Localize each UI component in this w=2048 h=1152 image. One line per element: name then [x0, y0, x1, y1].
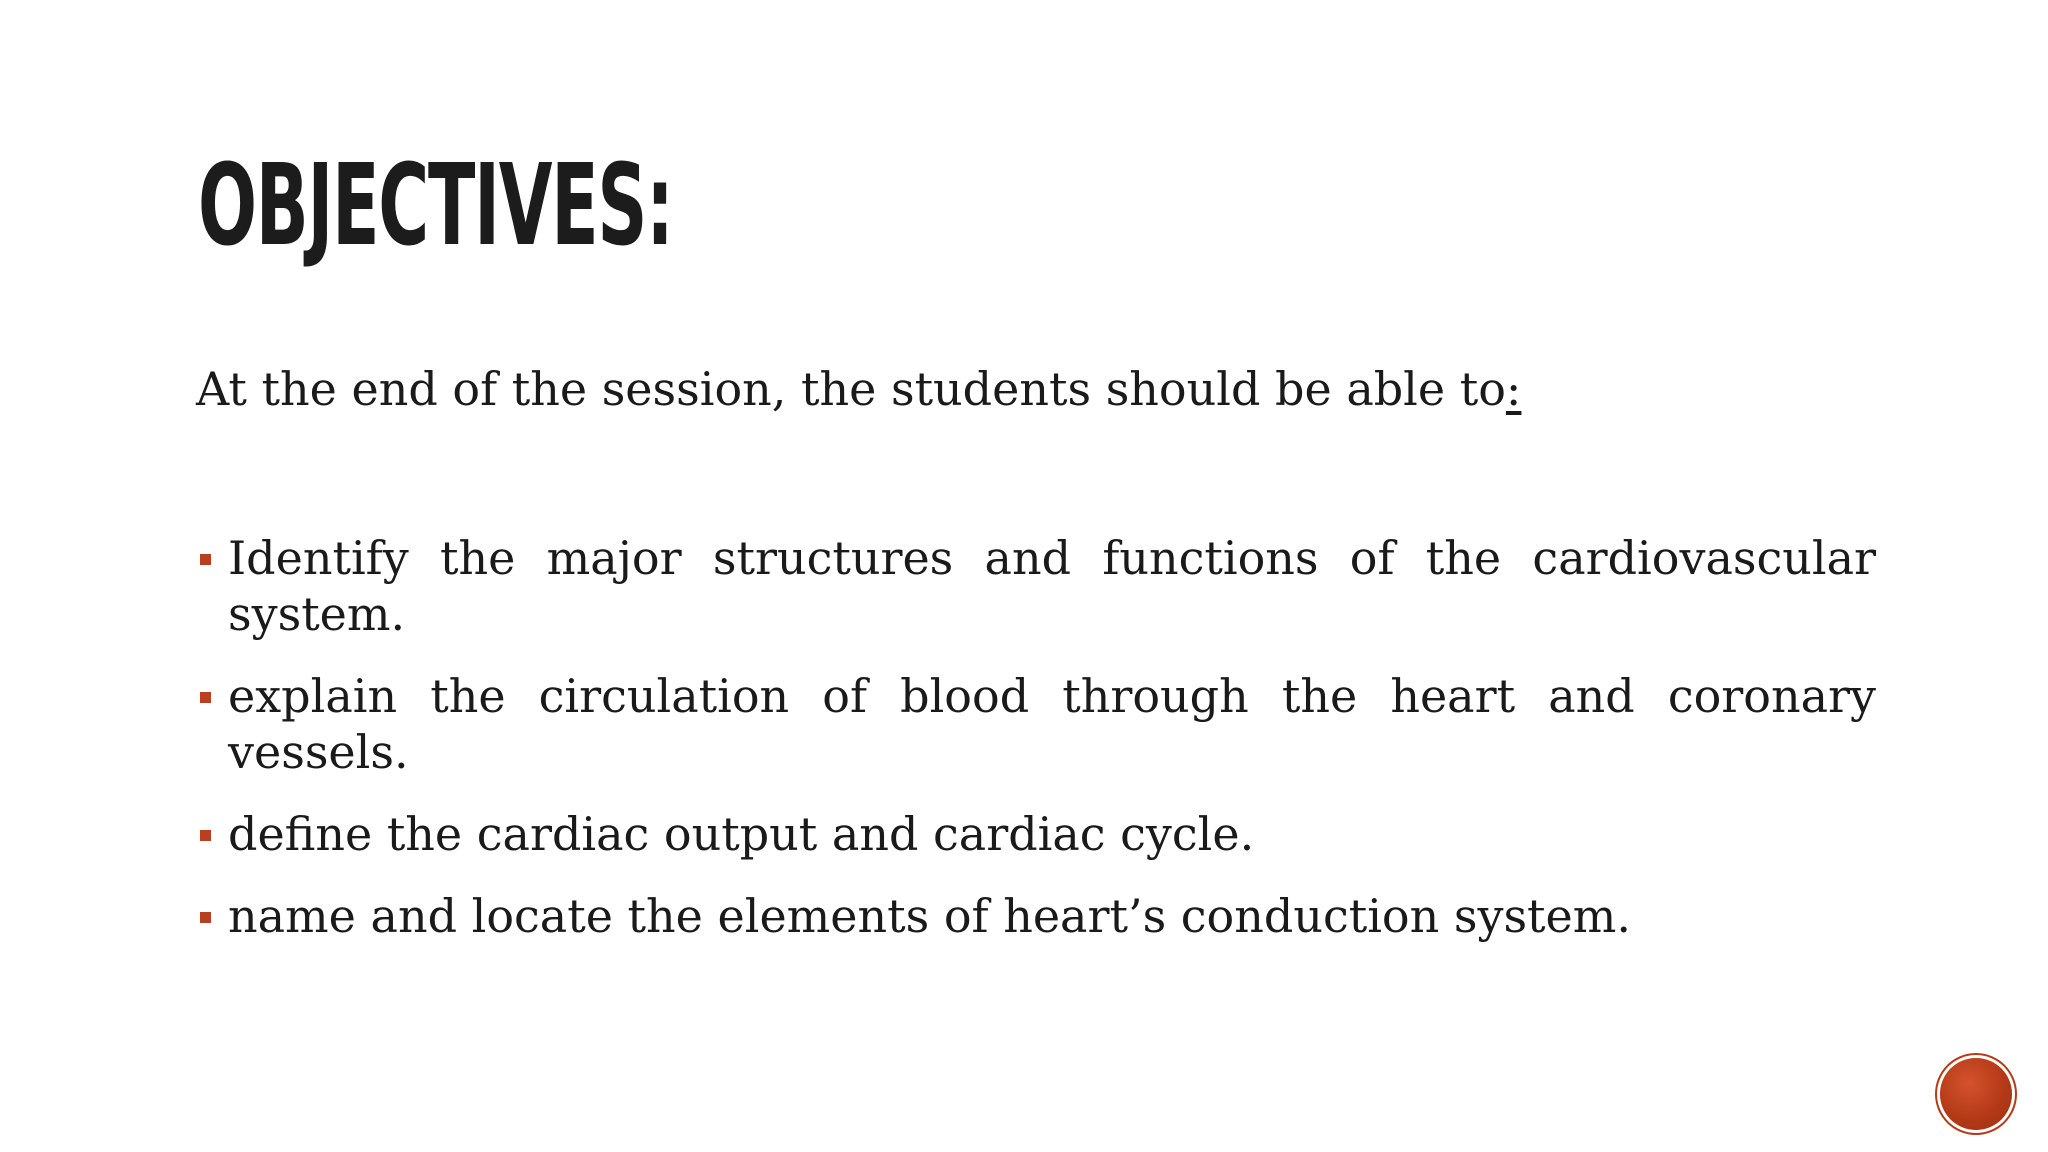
bullet-text: define the cardiac output and cardiac cycle.	[228, 807, 1255, 861]
intro-text-body: At the end of the session, the students should be able to	[196, 362, 1506, 416]
intro-text	[196, 362, 1521, 417]
objectives-list	[196, 530, 1876, 970]
list-item	[196, 668, 1876, 780]
square-bullet-icon	[200, 830, 211, 841]
list-item	[196, 888, 1876, 944]
slide-badge-icon	[1940, 1058, 2012, 1130]
list-item	[196, 530, 1876, 642]
bullet-text: explain the circulation of blood through the heart and coronary vessels.	[228, 669, 1876, 779]
intro-colon: :	[1505, 362, 1522, 416]
bullet-text: name and locate the elements of heart’s conduction system.	[228, 889, 1631, 943]
bullet-text: Identify the major structures and functions of the cardiovascular system.	[228, 531, 1876, 641]
square-bullet-icon	[200, 912, 211, 923]
list-item	[196, 806, 1876, 862]
square-bullet-icon	[200, 554, 211, 565]
square-bullet-icon	[200, 692, 211, 703]
slide-title: OBJECTIVES:	[198, 141, 673, 271]
